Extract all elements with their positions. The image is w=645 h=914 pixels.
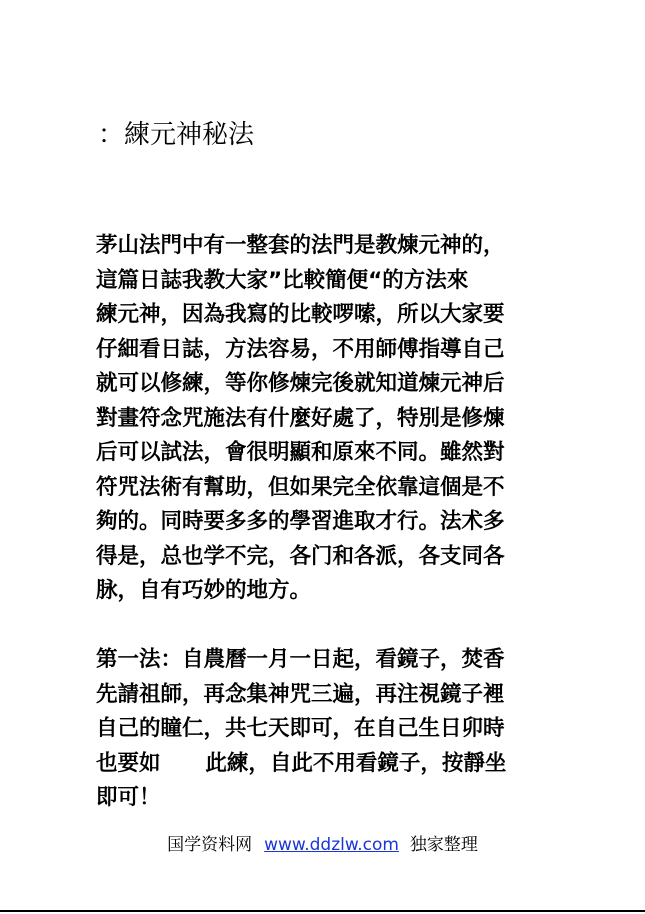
text-line: 對畫符念咒施法有什麼好處了，特別是修煉	[96, 405, 505, 431]
text-line: 也要如 此練，自此不用看鏡子，按靜坐	[96, 750, 507, 776]
text-line: 茅山法門中有一整套的法門是教煉元神的，	[96, 233, 505, 258]
page-footer	[0, 833, 645, 857]
text-line: 夠的。同時要多多的學習進取才行。法术多	[96, 509, 505, 534]
text-line: 練元神，因為我寫的比較啰嗦，所以大家要	[96, 302, 505, 327]
footer-site-name: 国学资料网	[167, 835, 253, 855]
paragraph-gap	[96, 609, 554, 644]
footer-website-link[interactable]: www.ddzlw.com	[264, 835, 399, 855]
text-line: 脉，自有巧妙的地方。	[96, 578, 312, 603]
text-line: 自己的瞳仁，共七天即可，在自己生日卯時	[96, 716, 505, 741]
text-line: 第一法：自農曆一月一日起，看鏡子，焚香	[96, 647, 505, 672]
page-bottom-divider	[0, 910, 645, 912]
text-line: 這篇日誌我教大家”比較簡便“的方法來	[96, 267, 469, 293]
document-title: ：練元神秘法	[98, 120, 255, 150]
text-line: 后可以試法，會很明顯和原來不同。雖然對	[96, 440, 505, 465]
text-line: 即可！	[96, 785, 161, 810]
text-line: 先請祖師，再念集神咒三遍，再注視鏡子裡	[96, 681, 505, 707]
text-line: 仔細看日誌，方法容易，不用師傅指導自己	[96, 336, 505, 362]
text-line: 得是，总也学不完，各门和各派，各支同各	[96, 543, 505, 569]
text-line: 符咒法術有幫助，但如果完全依靠這個是不	[96, 474, 505, 500]
paragraph-1	[96, 229, 554, 609]
document-body	[96, 229, 554, 816]
footer-suffix: 独家整理	[409, 835, 478, 855]
text-line: 就可以修練，等你修煉完後就知道煉元神后	[96, 371, 505, 396]
paragraph-2	[96, 643, 554, 816]
